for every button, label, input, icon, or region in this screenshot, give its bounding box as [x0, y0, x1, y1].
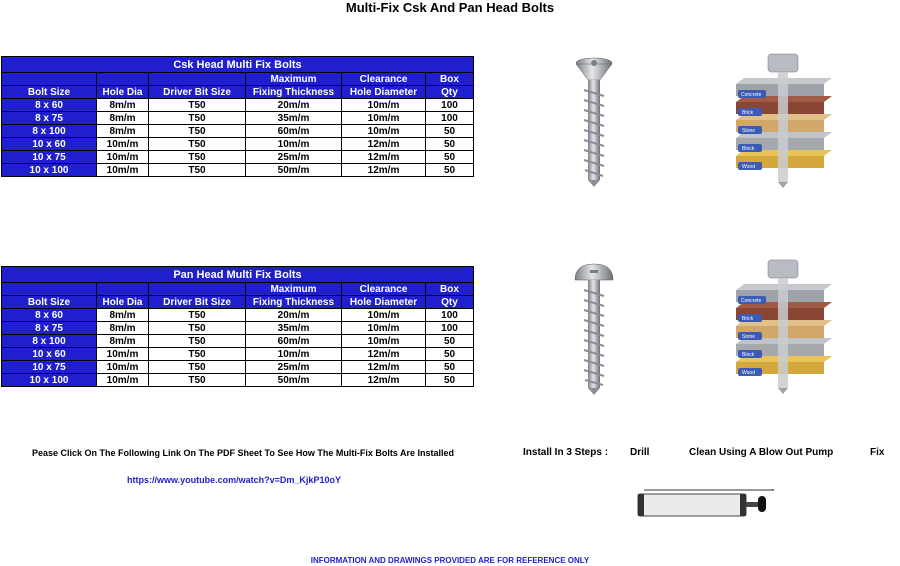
bolt-head-icon [768, 260, 798, 278]
table-row [2, 138, 474, 151]
table-cell: 50m/m [246, 164, 342, 177]
table-cell: 50 [426, 361, 474, 374]
table-cell: 25m/m [246, 151, 342, 164]
header-blank [2, 283, 97, 296]
layer-label-concrete: Concrete [741, 92, 762, 98]
table-cell: 20m/m [246, 99, 342, 112]
table-row [2, 151, 474, 164]
header-fixing-1: Maximum [246, 283, 342, 296]
bolt-size-cell: 10 x 60 [2, 138, 97, 151]
countersunk-bolt-icon [572, 56, 616, 188]
bolt-size-cell: 10 x 100 [2, 374, 97, 387]
layer-label-stone: Stone [742, 334, 756, 340]
bolt-head-icon [768, 54, 798, 72]
table-cell: 8m/m [97, 99, 149, 112]
bolt-size-cell: 8 x 60 [2, 99, 97, 112]
table-cell: 10m/m [342, 125, 426, 138]
table-cell: 8m/m [97, 335, 149, 348]
table-cell: 50 [426, 151, 474, 164]
header-hole-dia: Hole Dia [97, 296, 149, 309]
header-clearance-2: Hole Diameter [342, 296, 426, 309]
table-cell: T50 [149, 151, 246, 164]
table-cell: 8m/m [97, 309, 149, 322]
header-qty-1: Box [426, 283, 474, 296]
table-cell: 20m/m [246, 309, 342, 322]
table-cell: 50 [426, 348, 474, 361]
header-blank [2, 73, 97, 86]
reference-footer: INFORMATION AND DRAWINGS PROVIDED ARE FOR REFERENCE ONLY [310, 556, 590, 565]
blow-out-pump-icon [636, 486, 778, 522]
header-qty-2: Qty [426, 296, 474, 309]
materials-diagram-csk [728, 52, 838, 190]
header-qty-1: Box [426, 73, 474, 86]
table-cell: T50 [149, 335, 246, 348]
bolt-size-cell: 10 x 100 [2, 164, 97, 177]
table-cell: 8m/m [97, 112, 149, 125]
page-title: Multi-Fix Csk And Pan Head Bolts [345, 0, 555, 15]
header-driver-bit: Driver Bit Size [149, 86, 246, 99]
table-cell: T50 [149, 361, 246, 374]
table-cell: 10m/m [246, 138, 342, 151]
header-blank [149, 283, 246, 296]
bolt-size-cell: 8 x 100 [2, 335, 97, 348]
table-cell: T50 [149, 138, 246, 151]
table-cell: T50 [149, 112, 246, 125]
table-cell: 8m/m [97, 125, 149, 138]
table-cell: 50m/m [246, 374, 342, 387]
table-cell: 10m/m [97, 151, 149, 164]
table-cell: 100 [426, 99, 474, 112]
header-fixing-1: Maximum [246, 73, 342, 86]
table-cell: 25m/m [246, 361, 342, 374]
bolt-size-cell: 8 x 75 [2, 112, 97, 125]
youtube-link[interactable]: https://www.youtube.com/watch?v=Dm_KjkP10oY [127, 475, 341, 485]
table-row [2, 361, 474, 374]
pan-head-table [1, 266, 474, 387]
table-title: Pan Head Multi Fix Bolts [2, 267, 474, 283]
table-cell: 10m/m [342, 335, 426, 348]
table-row [2, 112, 474, 125]
bolt-size-cell: 8 x 100 [2, 125, 97, 138]
table-cell: 100 [426, 322, 474, 335]
table-row [2, 125, 474, 138]
bolt-size-cell: 8 x 60 [2, 309, 97, 322]
header-blank [149, 73, 246, 86]
table-cell: 35m/m [246, 112, 342, 125]
table-cell: 10m/m [342, 322, 426, 335]
table-cell: 10m/m [246, 348, 342, 361]
layer-label-wood: Wood [742, 370, 755, 376]
table-cell: 100 [426, 112, 474, 125]
install-note: Pease Click On The Following Link On The PDF Sheet To See How The Multi-Fix Bolts Are Installed [32, 448, 455, 458]
install-steps-label: Install In 3 Steps : [523, 447, 609, 458]
table-cell: 12m/m [342, 374, 426, 387]
header-blank [97, 283, 149, 296]
layer-label-stone: Stone [742, 128, 756, 134]
materials-diagram-pan [728, 258, 838, 396]
table-cell: 35m/m [246, 322, 342, 335]
layer-label-block: Block [742, 352, 755, 358]
header-blank [97, 73, 149, 86]
header-hole-dia: Hole Dia [97, 86, 149, 99]
table-cell: 8m/m [97, 322, 149, 335]
table-cell: 12m/m [342, 164, 426, 177]
layer-label-brick: Brick [742, 316, 754, 322]
bolt-size-cell: 10 x 75 [2, 151, 97, 164]
table-cell: 12m/m [342, 138, 426, 151]
header-qty-2: Qty [426, 86, 474, 99]
table-cell: 10m/m [342, 99, 426, 112]
table-cell: 100 [426, 309, 474, 322]
table-cell: 50 [426, 374, 474, 387]
layer-label-concrete: Concrete [741, 298, 762, 304]
table-cell: 10m/m [342, 309, 426, 322]
bolt-size-cell: 8 x 75 [2, 322, 97, 335]
layer-label-block: Block [742, 146, 755, 152]
table-row [2, 164, 474, 177]
table-cell: 10m/m [97, 361, 149, 374]
header-fixing-2: Fixing Thickness [246, 86, 342, 99]
step-fix: Fix [870, 447, 885, 458]
table-row [2, 374, 474, 387]
step-clean: Clean Using A Blow Out Pump [689, 447, 834, 458]
table-cell: T50 [149, 125, 246, 138]
table-cell: 12m/m [342, 361, 426, 374]
layer-label-brick: Brick [742, 110, 754, 116]
header-bolt-size: Bolt Size [2, 296, 97, 309]
bolt-size-cell: 10 x 60 [2, 348, 97, 361]
header-fixing-2: Fixing Thickness [246, 296, 342, 309]
csk-head-table [1, 56, 474, 177]
table-cell: 50 [426, 164, 474, 177]
header-clearance-1: Clearance [342, 73, 426, 86]
header-clearance-1: Clearance [342, 283, 426, 296]
table-row [2, 99, 474, 112]
table-cell: 12m/m [342, 151, 426, 164]
table-cell: T50 [149, 322, 246, 335]
table-cell: 10m/m [97, 374, 149, 387]
table-title: Csk Head Multi Fix Bolts [2, 57, 474, 73]
table-row [2, 335, 474, 348]
table-cell: 60m/m [246, 335, 342, 348]
header-clearance-2: Hole Diameter [342, 86, 426, 99]
table-cell: 50 [426, 138, 474, 151]
table-cell: T50 [149, 99, 246, 112]
table-row [2, 348, 474, 361]
table-cell: 50 [426, 125, 474, 138]
step-drill: Drill [630, 447, 650, 458]
table-cell: 12m/m [342, 348, 426, 361]
header-driver-bit: Driver Bit Size [149, 296, 246, 309]
table-cell: T50 [149, 164, 246, 177]
table-cell: T50 [149, 348, 246, 361]
layer-label-wood: Wood [742, 164, 755, 170]
table-cell: 10m/m [97, 164, 149, 177]
table-cell: 50 [426, 335, 474, 348]
table-row [2, 322, 474, 335]
bolt-size-cell: 10 x 75 [2, 361, 97, 374]
header-bolt-size: Bolt Size [2, 86, 97, 99]
table-cell: 10m/m [97, 348, 149, 361]
table-cell: T50 [149, 309, 246, 322]
pan-head-bolt-icon [572, 262, 616, 396]
table-cell: T50 [149, 374, 246, 387]
table-cell: 10m/m [97, 138, 149, 151]
table-cell: 60m/m [246, 125, 342, 138]
table-row [2, 309, 474, 322]
table-cell: 10m/m [342, 112, 426, 125]
